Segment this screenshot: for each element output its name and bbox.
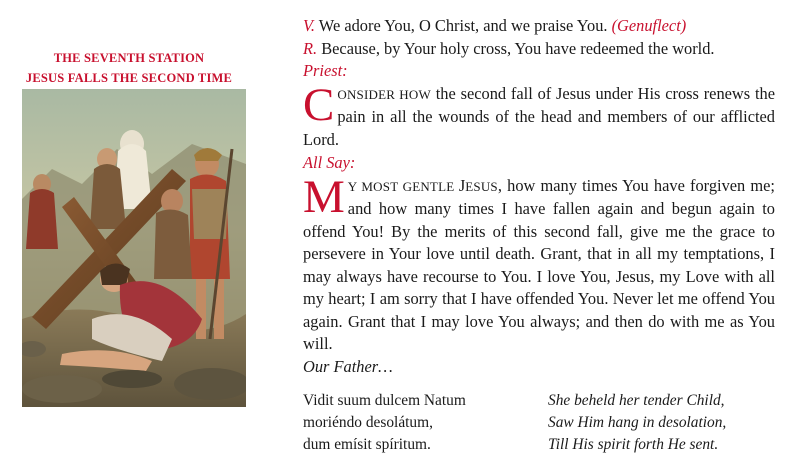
prayer-column [303, 15, 775, 378]
rubric-genuflect: (Genuflect) [611, 16, 687, 35]
priest-label: Priest: [303, 61, 348, 80]
latin-line-1: Vidit suum dulcem Natum [303, 392, 466, 409]
all-say-lead-j: J [458, 175, 466, 195]
versicle-label: V. [303, 16, 315, 35]
priest-text: the second fall of Jesus under His cross renews the pain in all the wounds of the head and members of our afflicted Lord. [303, 83, 775, 149]
our-father: Our Father… [303, 356, 393, 376]
station-title-line1: THE SEVENTH STATION [53, 51, 205, 65]
latin-line-2: moriéndo desolátum, [303, 414, 433, 431]
all-say-lead: Y MOST GENTLE [347, 178, 459, 194]
station-illustration [22, 89, 246, 407]
all-say-paragraph [303, 170, 775, 356]
english-line-2: Saw Him hang in desolation, [548, 414, 727, 431]
all-say-label: All Say: [303, 153, 356, 172]
station-title [14, 48, 244, 88]
hymn-latin [303, 390, 466, 456]
station-title-line2: JESUS FALLS THE SECOND TIME [25, 71, 233, 85]
response-line [303, 38, 775, 61]
all-say-text: , how many times You have forgiven me; and how many times I have fallen again and begun again to offend You! By the merits of this second fall, give me the grace to persevere in Your love until death. Grant, that in all my temptations, I may always have recourse to You. I love You, Jesus, my Love with all my heart; I am sorry that I have offended You. Never let me offend You again. Grant that I may love You always; and then do with me as You will. [303, 175, 775, 353]
response-text: Because, by Your holy cross, You have redeemed the world. [317, 38, 715, 58]
response-label: R. [303, 38, 318, 58]
priest-paragraph [303, 78, 775, 152]
priest-dropcap: C [303, 78, 335, 131]
all-say-dropcap: M [303, 170, 345, 223]
versicle-line [303, 15, 775, 38]
latin-line-3: dum emísit spíritum. [303, 436, 431, 453]
english-line-1: She beheld her tender Child, [548, 392, 725, 409]
english-line-3: Till His spirit forth He sent. [548, 436, 719, 453]
priest-lead: ONSIDER HOW [337, 86, 431, 102]
hymn-english [548, 390, 726, 456]
versicle-text: We adore You, O Christ, and we praise You. [315, 16, 612, 35]
all-say-lead-rest: ESUS [465, 178, 498, 194]
